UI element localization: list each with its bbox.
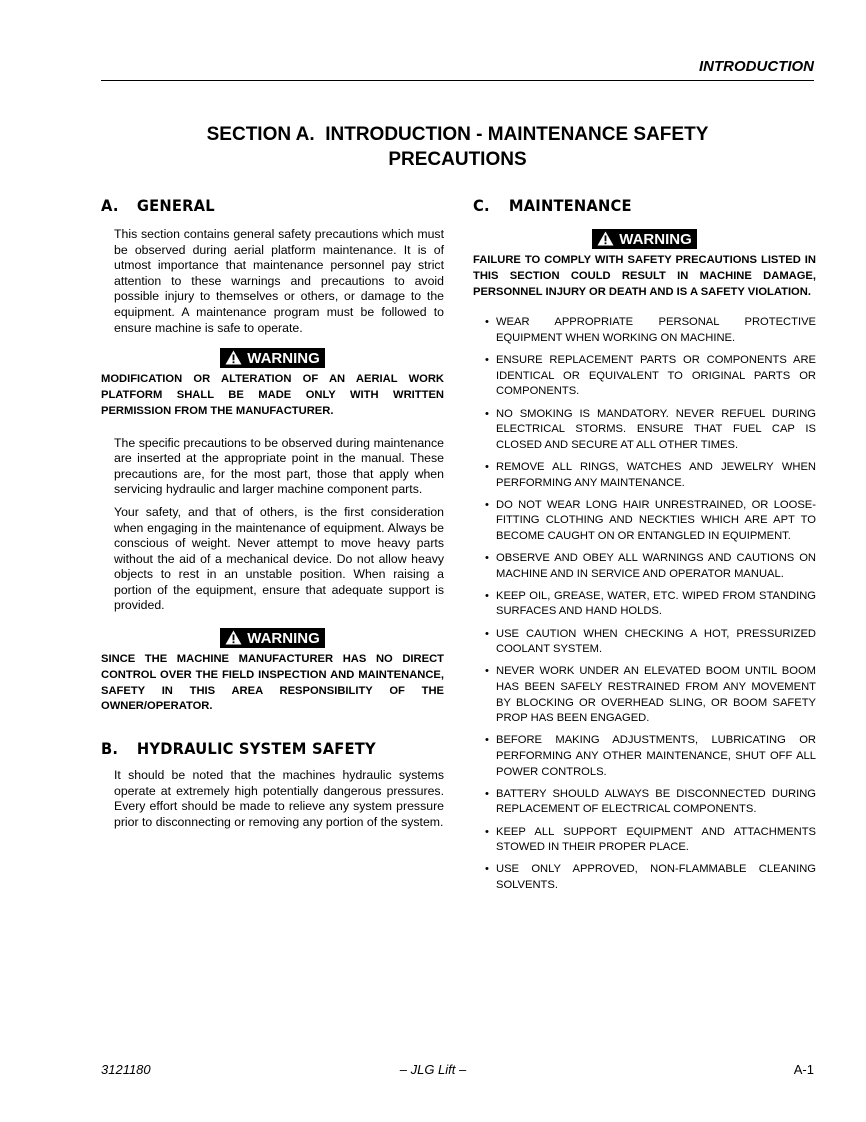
warning-triangle-icon (597, 231, 614, 246)
bullet-dot: • (485, 627, 489, 640)
bullet-text: ENSURE REPLACEMENT PARTS OR COMPONENTS ARE IDENTICAL OR EQUIVALENT TO ORIGINAL PARTS OR COMPONENTS. (496, 354, 816, 398)
bullet-text: USE ONLY APPROVED, NON-FLAMMABLE CLEANING SOLVENTS. (496, 863, 816, 891)
section-b-letter: B. (101, 739, 119, 759)
section-a-paragraph-2: The specific precautions to be observed during maintenance are inserted at the appropriate point in the manual. These precautions are, for the most part, those that apply when servicing hydraulic and larger machine component parts. (114, 435, 444, 497)
bullet-dot: • (485, 825, 489, 838)
bullet-item (473, 498, 816, 545)
bullet-item (473, 787, 816, 818)
left-column (101, 196, 444, 838)
section-b-title: HYDRAULIC SYSTEM SAFETY (136, 739, 376, 759)
footer-doc-number: 3121180 (101, 1062, 151, 1077)
bullet-text: KEEP OIL, GREASE, WATER, ETC. WIPED FROM STANDING SURFACES AND HAND HOLDS. (496, 589, 816, 618)
header-rule (101, 80, 814, 81)
warning-box-1 (101, 348, 444, 368)
section-a-letter: A. (101, 196, 119, 215)
warning-label-text: WARNING (619, 231, 692, 248)
warning-label (220, 348, 325, 368)
warning-label-text: WARNING (247, 350, 320, 368)
bullet-item (473, 551, 816, 582)
warning-3-text: FAILURE TO COMPLY WITH SAFETY PRECAUTIONS LISTED IN THIS SECTION COULD RESULT IN MACHINE DAMAGE, PERSONNEL INJURY OR DEATH AND IS A SAFETY VIOLATION. (473, 254, 816, 298)
bullet-text: REMOVE ALL RINGS, WATCHES AND JEWELRY WHEN PERFORMING ANY MAINTENANCE. (496, 460, 816, 489)
bullet-dot: • (485, 589, 489, 602)
bullet-item (473, 733, 816, 780)
warning-label (220, 628, 325, 648)
section-b-paragraph-1: It should be noted that the machines hydraulic systems operate at extremely high potentially dangerous pressures. Every effort should be made to relieve any system pressure prior to disconnecting or removing any portion of the system. (114, 768, 444, 830)
bullet-text: DO NOT WEAR LONG HAIR UNRESTRAINED, OR LOOSE-FITTING CLOTHING AND NECKTIES WHICH ARE APT TO BECOME CAUGHT ON OR ENTANGLED IN EQUIPMENT. (496, 498, 816, 542)
bullet-item (473, 460, 816, 491)
section-a-heading (101, 196, 417, 215)
bullet-text: OBSERVE AND OBEY ALL WARNINGS AND CAUTIONS ON MACHINE AND IN SERVICE AND OPERATOR MANUAL. (496, 552, 816, 580)
bullet-item (473, 862, 816, 893)
bullet-item (473, 664, 816, 726)
bullet-dot: • (485, 354, 489, 367)
right-column (473, 196, 816, 900)
bullet-dot: • (485, 787, 489, 800)
bullet-item (473, 353, 816, 400)
maintenance-bullet-list (473, 315, 816, 893)
bullet-dot: • (485, 734, 489, 747)
section-a-title: GENERAL (136, 196, 215, 215)
bullet-text: BATTERY SHOULD ALWAYS BE DISCONNECTED DURING REPLACEMENT OF ELECTRICAL COMPONENTS. (496, 787, 816, 816)
bullet-dot: • (485, 552, 489, 565)
section-c-heading (473, 196, 789, 215)
bullet-dot: • (485, 665, 489, 678)
warning-2-text: SINCE THE MACHINE MANUFACTURER HAS NO DIRECT CONTROL OVER THE FIELD INSPECTION AND MAINTENANCE, SAFETY IN THIS AREA RESPONSIBILITY OF THE OWNER/OPERATOR. (101, 653, 444, 713)
bullet-dot: • (485, 498, 489, 511)
warning-triangle-icon (225, 350, 242, 365)
page-title-line-1: SECTION A. INTRODUCTION - MAINTENANCE SAFETY (206, 124, 709, 145)
warning-box-2 (101, 628, 444, 648)
bullet-dot: • (485, 316, 489, 329)
bullet-item (473, 825, 816, 856)
bullet-text: WEAR APPROPRIATE PERSONAL PROTECTIVE EQUIPMENT WHEN WORKING ON MACHINE. (496, 316, 816, 344)
warning-box-3 (473, 229, 816, 249)
section-c-title: MAINTENANCE (508, 196, 632, 215)
bullet-item (473, 627, 816, 658)
footer-publisher: – JLG Lift – (399, 1062, 467, 1077)
bullet-text: BEFORE MAKING ADJUSTMENTS, LUBRICATING OR PERFORMING ANY OTHER MAINTENANCE, SHUT OFF ALL POWER CONTROLS. (496, 734, 816, 778)
bullet-dot: • (485, 460, 489, 473)
bullet-text: NO SMOKING IS MANDATORY. NEVER REFUEL DURING ELECTRICAL STORMS. ENSURE THAT FUEL CAP IS CLOSED AND SECURE AT ALL OTHER TIMES. (496, 407, 816, 451)
warning-label (592, 229, 697, 249)
warning-label-text: WARNING (247, 630, 320, 648)
bullet-dot: • (485, 407, 489, 420)
page-title-line-2: PRECAUTIONS (388, 149, 527, 170)
bullet-item (473, 315, 816, 346)
running-head-title: INTRODUCTION (699, 58, 814, 75)
section-a-paragraph-3: Your safety, and that of others, is the first consideration when engaging in the maintenance of equipment. Always be conscious of weight. Never attempt to move heavy parts without the aid of a mechanical device. Do not allow heavy objects to rest in an unstable position. When raising a portion of the equipment, ensure that adequate support is provided. (114, 504, 444, 613)
bullet-text: NEVER WORK UNDER AN ELEVATED BOOM UNTIL BOOM HAS BEEN SAFELY RESTRAINED FROM ANY MOVEMENT BY BLOCKING OR OVERHEAD SLING, OR BOOM SAFETY PROP HAS BEEN ENGAGED. (496, 665, 816, 725)
warning-1-text: MODIFICATION OR ALTERATION OF AN AERIAL WORK PLATFORM SHALL BE MADE ONLY WITH WRITTEN PERMISSION FROM THE MANUFACTURER. (101, 373, 444, 417)
section-b-heading (101, 739, 417, 758)
footer-page-number: A-1 (793, 1062, 814, 1077)
bullet-text: KEEP ALL SUPPORT EQUIPMENT AND ATTACHMENTS STOWED IN THEIR PROPER PLACE. (496, 825, 816, 854)
bullet-dot: • (485, 863, 489, 876)
page-title (101, 122, 814, 172)
section-c-letter: C. (473, 196, 490, 215)
warning-triangle-icon (225, 630, 242, 645)
bullet-item (473, 407, 816, 454)
bullet-item (473, 589, 816, 620)
section-a-paragraph-1: This section contains general safety precautions which must be observed during aerial platform maintenance. It is of utmost importance that maintenance personnel pay strict attention to these warnings and precautions to avoid possible injury to themselves or others, or damage to the equipment. A maintenance program must be followed to ensure machine is safe to operate. (114, 227, 444, 335)
bullet-text: USE CAUTION WHEN CHECKING A HOT, PRESSURIZED COOLANT SYSTEM. (496, 627, 816, 656)
